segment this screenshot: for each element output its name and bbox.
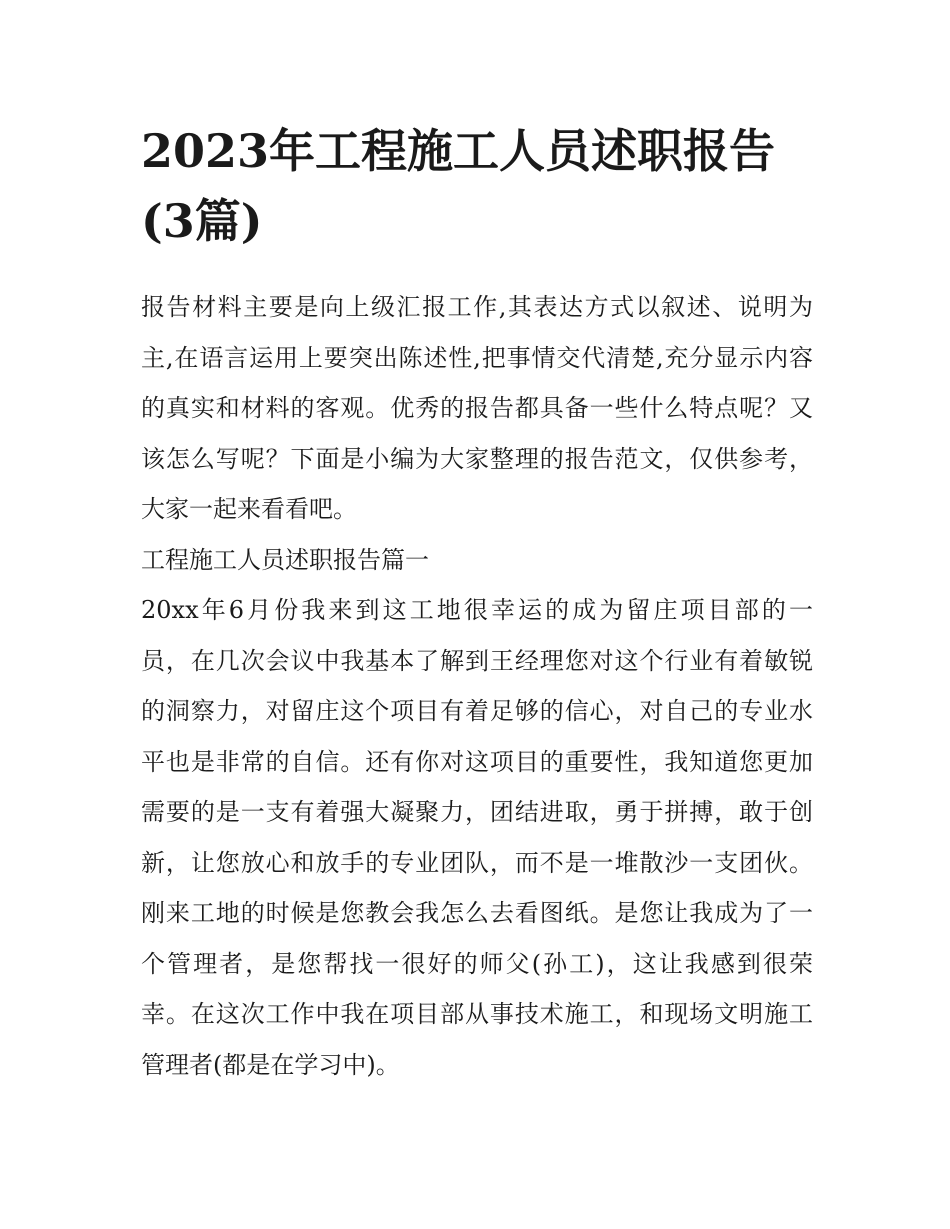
body-line: 个管理者，是您帮找一很好的师父(孙工)，这让我感到很荣: [141, 949, 813, 978]
section-heading: 工程施工人员述职报告篇一: [141, 545, 429, 574]
intro-line: 该怎么写呢？下面是小编为大家整理的报告范文，仅供参考，: [141, 444, 813, 473]
document-page: [141, 116, 813, 1090]
body-line: 需要的是一支有着强大凝聚力，团结进取，勇于拼搏，敢于创: [141, 798, 813, 826]
intro-line: 的真实和材料的客观。优秀的报告都具备一些什么特点呢？又: [141, 394, 813, 422]
intro-paragraph: [141, 282, 813, 535]
body-line: 刚来工地的时候是您教会我怎么去看图纸。是您让我成为了一: [141, 899, 813, 927]
body-line: 平也是非常的自信。还有你对这项目的重要性，我知道您更加: [141, 747, 813, 776]
intro-line: 报告材料主要是向上级汇报工作,其表达方式以叙述、说明为: [141, 293, 813, 321]
intro-line: 大家一起来看看吧。: [141, 495, 357, 523]
title-line-1: 2023年工程施工人员述职报告: [141, 124, 776, 178]
intro-line: 主,在语言运用上要突出陈述性,把事情交代清楚,充分显示内容: [141, 343, 813, 372]
body-paragraph: [141, 585, 813, 1090]
body-line: 管理者(都是在学习中)。: [141, 1050, 400, 1079]
body-line: 员，在几次会议中我基本了解到王经理您对这个行业有着敏锐: [141, 646, 813, 675]
body-line: 新，让您放心和放手的专业团队，而不是一堆散沙一支团伙。: [141, 848, 813, 877]
body-line: 幸。在这次工作中我在项目部从事技术施工，和现场文明施工: [141, 1000, 813, 1028]
body-line: 20xx年6月份我来到这工地很幸运的成为留庄项目部的一: [141, 596, 813, 624]
body-line: 的洞察力，对留庄这个项目有着足够的信心，对自己的专业水: [141, 697, 813, 725]
document-title: [141, 116, 813, 256]
title-line-2: (3篇): [141, 194, 263, 248]
